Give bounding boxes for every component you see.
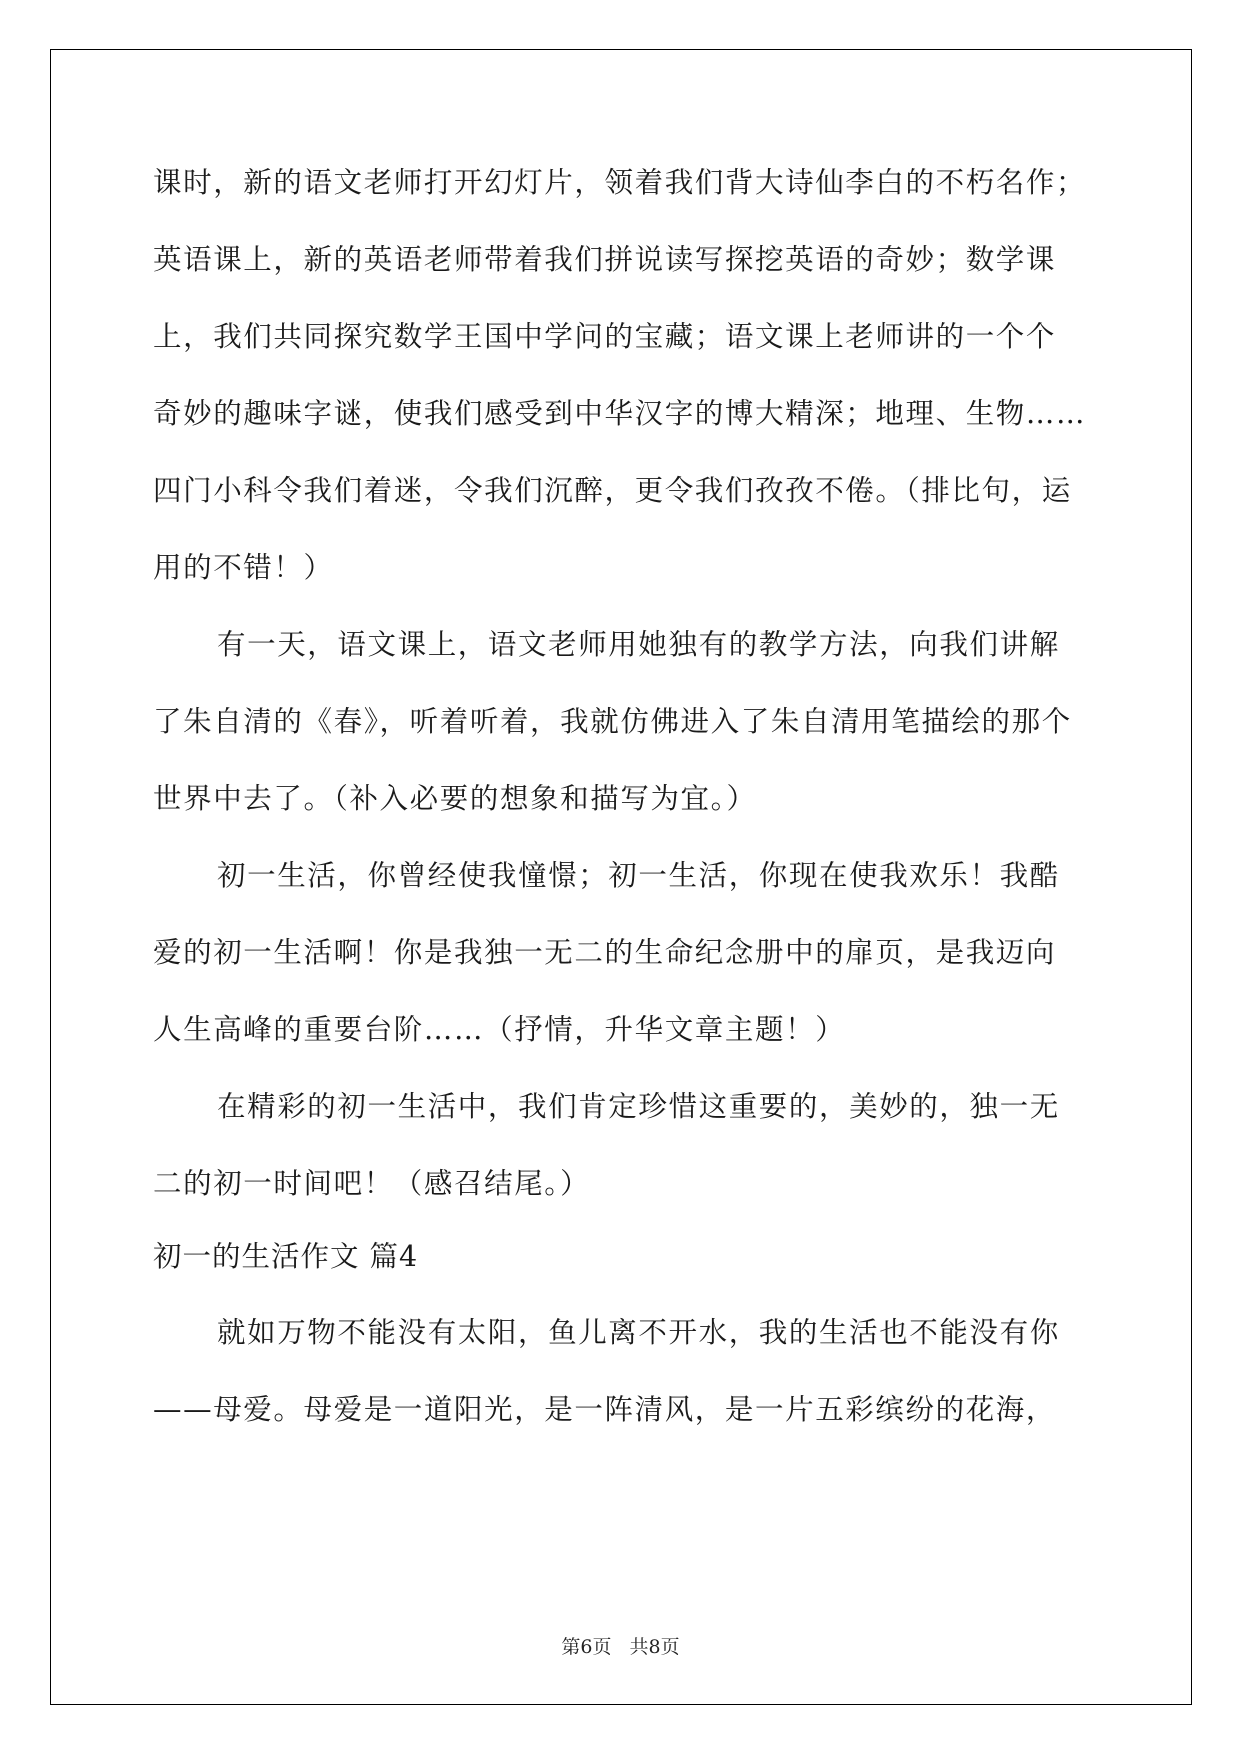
page-footer bbox=[0, 1635, 1241, 1659]
text-line: 了朱自清的《春》，听着听着，我就仿佛进入了朱自清用笔描绘的那个 bbox=[153, 705, 1072, 738]
text-line: 世界中去了。（补入必要的想象和描写为宜。） bbox=[153, 782, 757, 815]
text-line: 奇妙的趣味字谜，使我们感受到中华汉字的博大精深；地理、生物…… bbox=[153, 397, 1087, 430]
text-line: 四门小科令我们着迷，令我们沉醉，更令我们孜孜不倦。（排比句，运 bbox=[153, 474, 1072, 507]
text-line: 人生高峰的重要台阶……（抒情，升华文章主题！） bbox=[153, 1013, 846, 1046]
text-line: 用的不错！） bbox=[153, 551, 334, 584]
paragraph-start: 在精彩的初一生活中，我们肯定珍惜这重要的，美妙的，独一无 bbox=[217, 1090, 1060, 1123]
section-heading: 初一的生活作文 篇4 bbox=[153, 1240, 419, 1273]
page-total: 共8页 bbox=[629, 1636, 680, 1658]
text-line: 上，我们共同探究数学王国中学问的宝藏；语文课上老师讲的一个个 bbox=[153, 320, 1057, 353]
text-line: 课时，新的语文老师打开幻灯片，领着我们背大诗仙李白的不朽名作； bbox=[153, 166, 1087, 199]
text-line: 二的初一时间吧！（感召结尾。） bbox=[153, 1167, 591, 1200]
page-number: 第6页 bbox=[561, 1636, 612, 1658]
paragraph-start: 初一生活，你曾经使我憧憬；初一生活，你现在使我欢乐！我酷 bbox=[217, 859, 1060, 892]
paragraph-start: 有一天，语文课上，语文老师用她独有的教学方法，向我们讲解 bbox=[217, 628, 1060, 661]
paragraph-start: 就如万物不能没有太阳，鱼儿离不开水，我的生活也不能没有你 bbox=[217, 1316, 1060, 1349]
text-line: 英语课上，新的英语老师带着我们拼说读写探挖英语的奇妙；数学课 bbox=[153, 243, 1057, 276]
text-line: ——母爱。母爱是一道阳光，是一阵清风，是一片五彩缤纷的花海， bbox=[153, 1393, 1057, 1426]
text-line: 爱的初一生活啊！你是我独一无二的生命纪念册中的扉页，是我迈向 bbox=[153, 936, 1057, 969]
